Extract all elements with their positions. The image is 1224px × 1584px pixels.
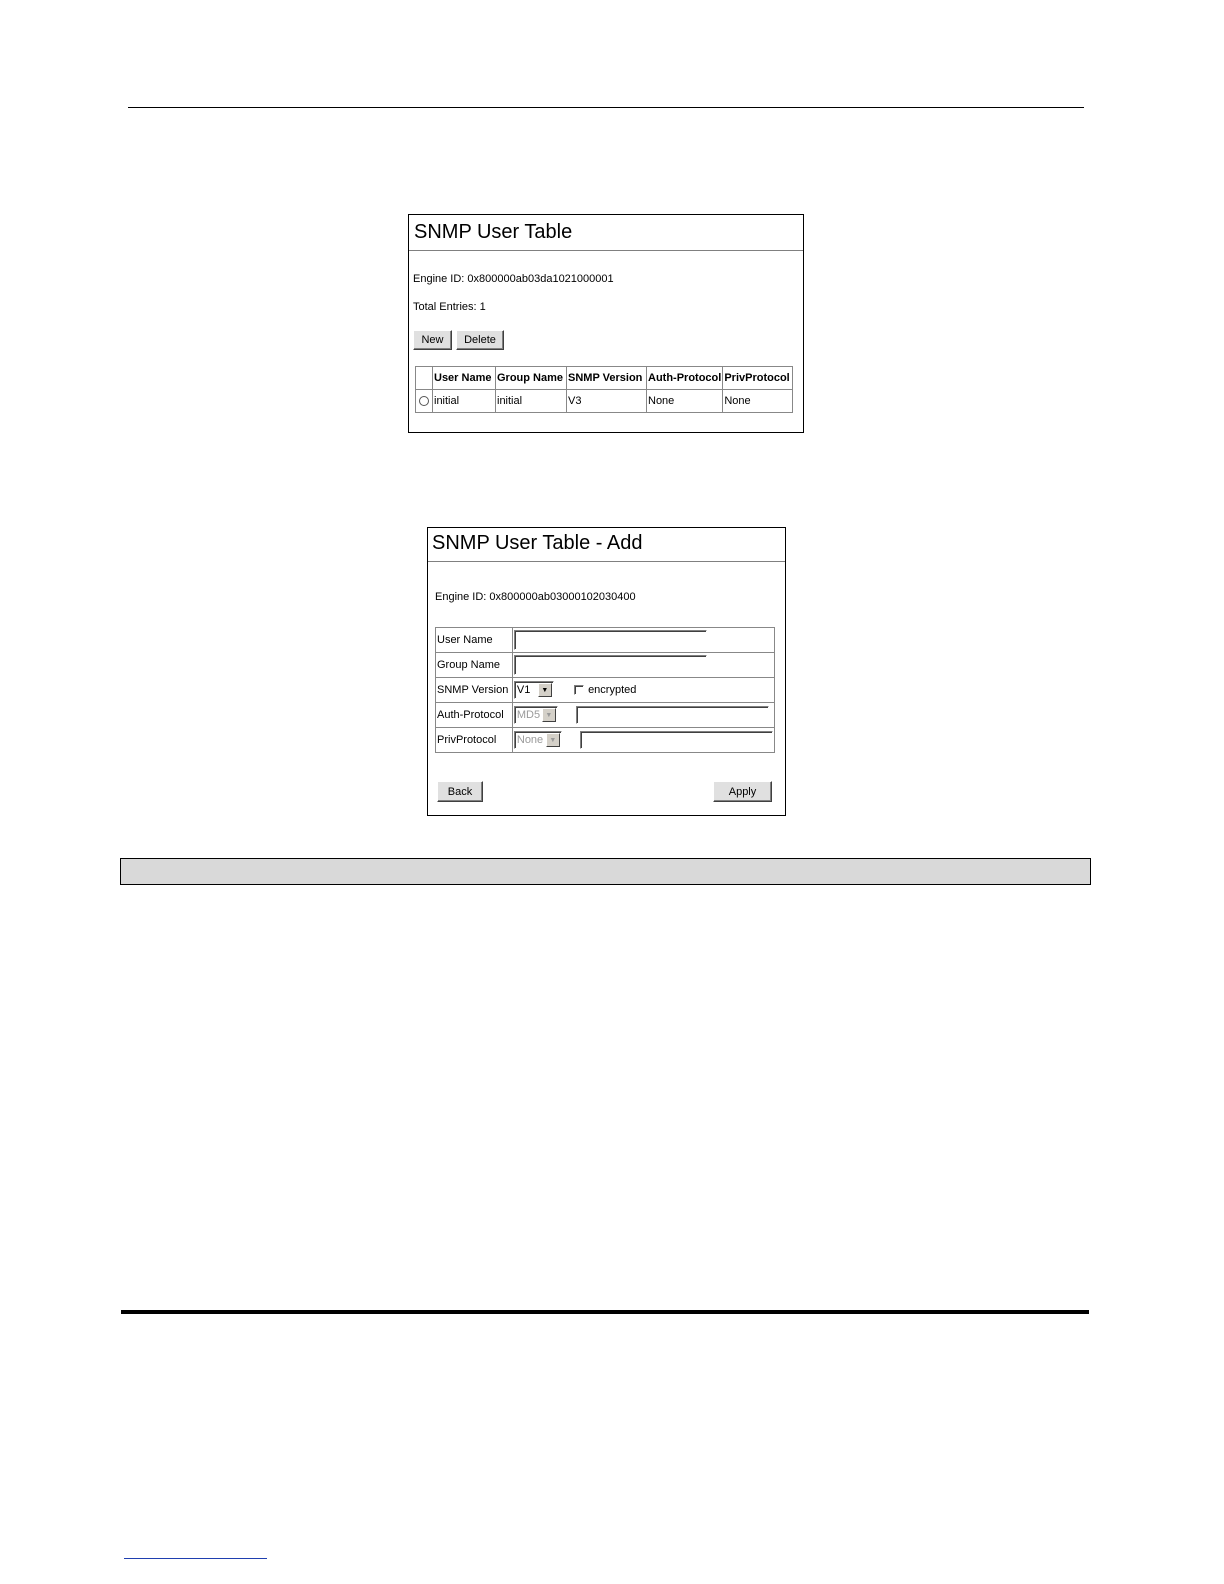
auth-protocol-select[interactable] [514,706,558,724]
priv-password-input[interactable] [580,731,773,749]
add-user-form [435,627,775,753]
row-select-radio[interactable] [419,396,429,406]
delete-button[interactable]: Delete [456,330,504,350]
total-entries: Total Entries: 1 [413,301,486,313]
column-header-auth-protocol: Auth-Protocol [647,367,723,390]
form-row-group-name [436,653,775,678]
new-button[interactable]: New [413,330,452,350]
snmp-version-select[interactable] [514,681,554,699]
encrypted-checkbox[interactable] [574,685,584,695]
column-header-user-name: User Name [433,367,496,390]
form-row-auth-protocol [436,703,775,728]
back-button[interactable]: Back [437,781,483,802]
group-name-input[interactable] [514,655,707,675]
cell-snmp-version: V3 [567,390,647,413]
panel-title: SNMP User Table - Add [432,532,643,554]
chevron-down-icon: ▼ [542,708,556,722]
cell-auth-protocol: None [647,390,723,413]
row-select-cell [416,390,433,413]
user-name-input[interactable] [514,630,707,650]
user-name-label: User Name [436,628,513,653]
title-divider [409,250,803,251]
column-header-group-name: Group Name [496,367,567,390]
auth-protocol-value: MD5 [516,709,541,721]
snmp-version-value: V1 [516,684,531,696]
snmp-user-table-panel [408,214,804,433]
panel-title: SNMP User Table [414,221,573,243]
table-row [416,390,793,413]
snmp-version-label: SNMP Version [436,678,513,703]
cell-user-name: initial [433,390,496,413]
engine-id: Engine ID: 0x800000ab03da1021000001 [413,273,614,285]
footer-link-underline [124,1558,267,1559]
chevron-down-icon: ▼ [546,733,560,747]
auth-password-input[interactable] [576,706,769,724]
title-divider [428,561,785,562]
table-header-row [416,367,793,390]
group-name-cell [512,653,774,678]
cell-priv-protocol: None [723,390,793,413]
snmp-user-add-panel [427,527,786,816]
form-row-priv-protocol [436,728,775,753]
group-name-label: Group Name [436,653,513,678]
chevron-down-icon: ▼ [538,683,552,697]
snmp-version-cell [512,678,774,703]
form-row-snmp-version [436,678,775,703]
priv-protocol-value: None [516,734,544,746]
form-row-user-name [436,628,775,653]
cell-group-name: initial [496,390,567,413]
auth-protocol-label: Auth-Protocol [436,703,513,728]
encrypted-label: encrypted [588,684,637,696]
user-table [415,366,793,413]
auth-protocol-cell [512,703,774,728]
priv-protocol-cell [512,728,774,753]
column-header-snmp-version: SNMP Version [567,367,647,390]
priv-protocol-label: PrivProtocol [436,728,513,753]
engine-id: Engine ID: 0x800000ab03000102030400 [435,591,636,603]
select-column-header [416,367,433,390]
footer-rule [121,1310,1089,1314]
header-rule [128,107,1084,108]
section-band [120,858,1091,885]
priv-protocol-select[interactable] [514,731,562,749]
column-header-priv-protocol: PrivProtocol [723,367,793,390]
user-name-cell [512,628,774,653]
apply-button[interactable]: Apply [713,781,772,802]
